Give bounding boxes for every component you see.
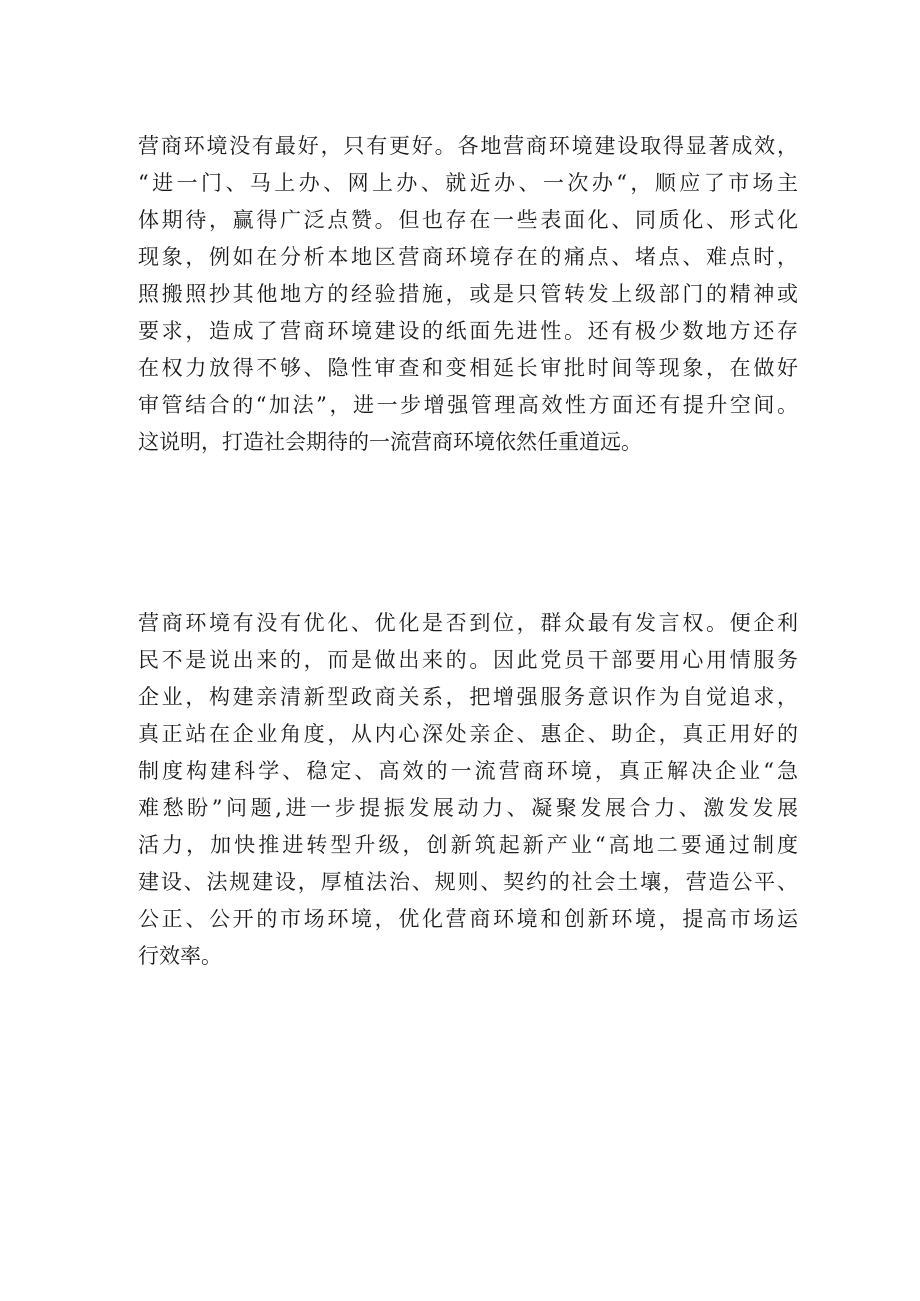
paragraph-line: 活力，加快推进转型升级，创新筑起新产业“高地二要通过制度 <box>138 833 798 857</box>
paragraph-line: 照搬照抄其他地方的经验措施，或是只管转发上级部门的精神或 <box>138 282 798 306</box>
paragraph-line: 这说明，打造社会期待的一流营商环境依然任重道远。 <box>138 430 642 454</box>
paragraph-2 <box>138 605 798 975</box>
paragraph-line: 真正站在企业角度，从内心深处亲企、惠企、助企，真正用好的 <box>138 722 798 746</box>
paragraph-line: 在权力放得不够、隐性审查和变相延长审批时间等现象，在做好 <box>138 356 798 380</box>
paragraph-line: 公正、公开的市场环境，优化营商环境和创新环境，提高市场运 <box>138 907 798 931</box>
paragraph-line: 要求，造成了营商环境建设的纸面先进性。还有极少数地方还存 <box>138 319 798 343</box>
paragraph-line: 营商环境有没有优化、优化是否到位，群众最有发言权。便企利 <box>138 611 798 635</box>
paragraph-line: 企业，构建亲清新型政商关系，把增强服务意识作为自觉追求， <box>138 685 798 709</box>
paragraph-line: 建设、法规建设，厚植法治、规则、契约的社会土壤，营造公平、 <box>138 870 798 894</box>
paragraph-1 <box>138 128 798 461</box>
paragraph-line: “进一门、马上办、网上办、就近办、一次办“，顺应了市场主 <box>138 171 798 195</box>
paragraph-line: 行效率。 <box>138 944 222 968</box>
paragraph-line: 体期待，赢得广泛点赞。但也存在一些表面化、同质化、形式化 <box>138 208 798 232</box>
paragraph-line: 营商环境没有最好，只有更好。各地营商环境建设取得显著成效， <box>138 134 798 158</box>
paragraph-line: 制度构建科学、稳定、高效的一流营商环境，真正解决企业“急 <box>138 759 798 783</box>
paragraph-line: 难愁盼”问题,进一步提振发展动力、凝聚发展合力、激发发展 <box>138 796 798 820</box>
paragraph-line: 现象，例如在分析本地区营商环境存在的痛点、堵点、难点时， <box>138 245 798 269</box>
paragraph-line: 审管结合的“加法”，进一步增强管理高效性方面还有提升空间。 <box>138 393 798 417</box>
paragraph-line: 民不是说出来的，而是做出来的。因此党员干部要用心用情服务 <box>138 648 798 672</box>
